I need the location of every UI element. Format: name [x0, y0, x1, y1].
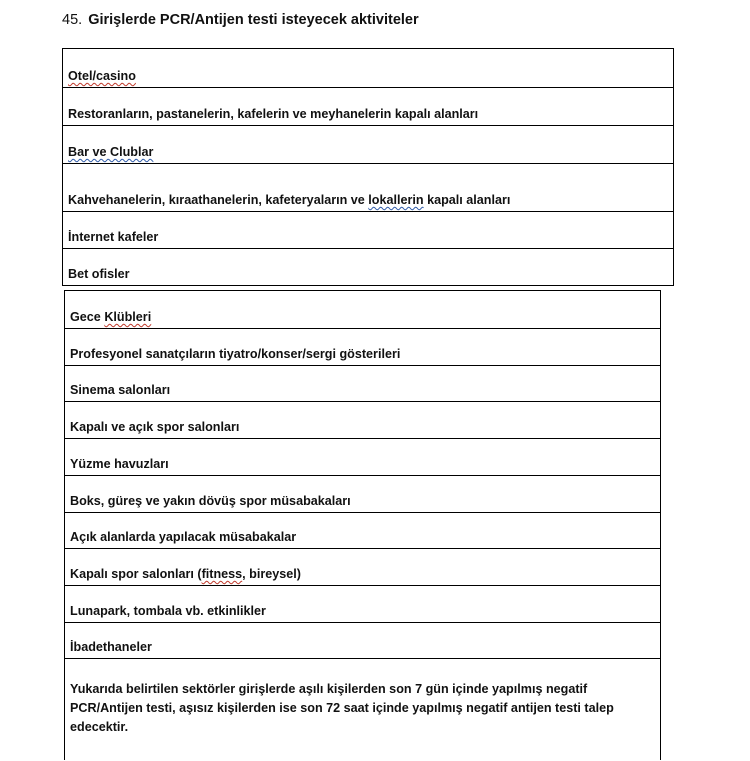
- activities-table-1: [62, 48, 674, 286]
- row-text: Kapalı spor salonları (fitness, bireysel): [70, 567, 301, 581]
- row-text: İnternet kafeler: [68, 230, 159, 244]
- table-row-note: [65, 658, 660, 761]
- row-text: Bet ofisler: [68, 267, 130, 281]
- table-row: [65, 548, 660, 585]
- row-text: İbadethaneler: [70, 640, 152, 654]
- spellcheck-flagged-text: fitness: [201, 567, 243, 581]
- row-text: [68, 68, 667, 84]
- table-row: [63, 248, 673, 285]
- row-text: Kapalı ve açık spor salonları: [70, 420, 240, 434]
- table-row: [63, 49, 673, 87]
- table-row: [63, 87, 673, 125]
- table-row: [65, 291, 660, 328]
- spellcheck-flagged-text: Klübleri: [104, 310, 152, 324]
- section-heading: [62, 11, 419, 29]
- requirement-note: Yukarıda belirtilen sektörler girişlerde aşılı kişilerden son 7 gün içinde yapılmış negatif PCR/Antijen testi, aşısız kişilerden ise son 72 saat içinde yapılmış negatif antijen testi talep edecektir.: [70, 682, 614, 734]
- spellcheck-flagged-text: Otel/casino: [68, 69, 136, 83]
- table-row: [65, 401, 660, 438]
- row-text: Kahvehanelerin, kıraathanelerin, kafeteryaların ve lokallerin kapalı alanları: [68, 193, 511, 207]
- table-row: [63, 163, 673, 211]
- table-row: [65, 328, 660, 365]
- table-row: [63, 125, 673, 163]
- table-row: [65, 475, 660, 512]
- spellcheck-flagged-text: Bar ve Clublar: [68, 145, 154, 159]
- row-text: [68, 144, 667, 160]
- row-text: Profesyonel sanatçıların tiyatro/konser/sergi gösterileri: [70, 347, 401, 361]
- row-text: Sinema salonları: [70, 383, 171, 397]
- row-text: Yüzme havuzları: [70, 457, 169, 471]
- table-row: [65, 512, 660, 548]
- section-number: 45.: [62, 12, 83, 28]
- section-title: Girişlerde PCR/Antijen testi isteyecek aktiviteler: [88, 12, 419, 28]
- table-row: [63, 211, 673, 248]
- row-text: Boks, güreş ve yakın dövüş spor müsabakaları: [70, 494, 351, 508]
- table-row: [65, 365, 660, 401]
- activities-table-2: [64, 290, 661, 760]
- row-text: Gece Klübleri: [70, 310, 152, 324]
- table-row: [65, 585, 660, 622]
- row-text: Restoranların, pastanelerin, kafelerin ve meyhanelerin kapalı alanları: [68, 107, 479, 121]
- table-row: [65, 622, 660, 658]
- table-row: [65, 438, 660, 475]
- row-text: Lunapark, tombala vb. etkinlikler: [70, 604, 266, 618]
- row-text: Açık alanlarda yapılacak müsabakalar: [70, 530, 297, 544]
- spellcheck-flagged-text: lokallerin: [368, 193, 424, 207]
